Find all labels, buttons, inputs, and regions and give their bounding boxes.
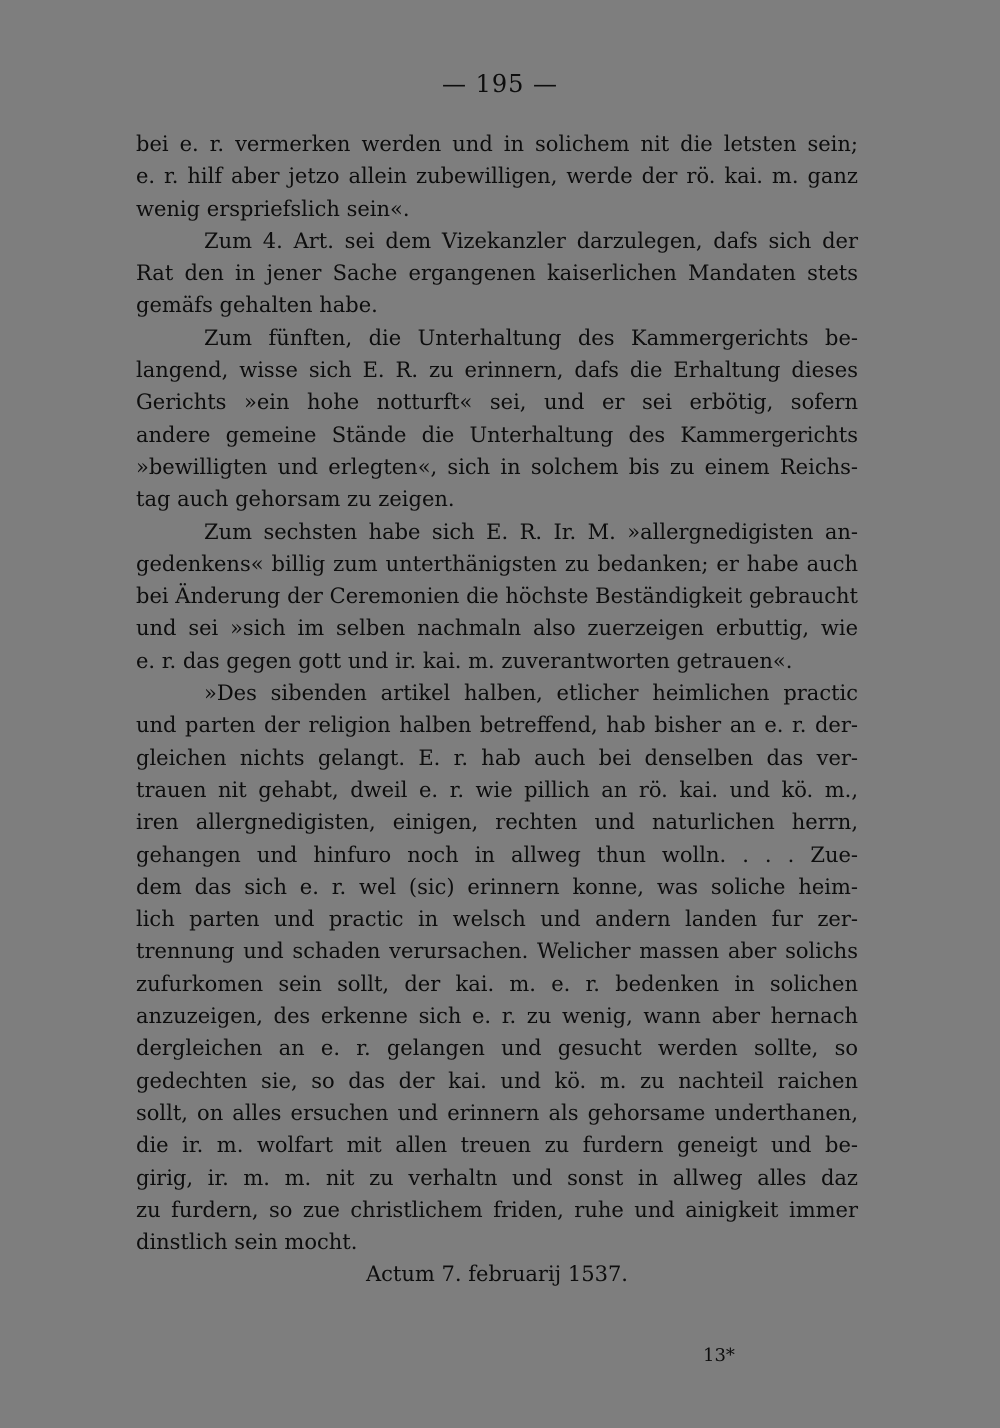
text-line: lich parten und practic in welsch und andern landen fur zer- xyxy=(136,907,858,932)
text-line: wenig erspriefslich sein«. xyxy=(136,196,410,221)
text-line: »bewilligten und erlegten«, sich in solchem bis zu einem Reichs- xyxy=(136,454,858,479)
text-line: Zum sechsten habe sich E. R. Ir. M. »allergnedigisten an- xyxy=(204,519,858,544)
text-line: anzuzeigen, des erkenne sich e. r. zu wenig, wann aber hernach xyxy=(136,1004,858,1029)
text-line: dergleichen an e. r. gelangen und gesucht werden sollte, so xyxy=(136,1036,858,1061)
text-line: die ir. m. wolfart mit allen treuen zu furdern geneigt und be- xyxy=(136,1133,858,1158)
closing-date-line: Actum 7. februarij 1537. xyxy=(366,1262,628,1287)
text-line: und sei »sich im selben nachmaln also zuerzeigen erbuttig, wie xyxy=(136,616,858,641)
text-line: gedechten sie, so das der kai. und kö. m. zu nachteil raichen xyxy=(136,1068,858,1093)
text-line: langend, wisse sich E. R. zu erinnern, dafs die Erhaltung dieses xyxy=(136,358,858,383)
signature-mark: 13* xyxy=(703,1345,735,1366)
text-line: bei Änderung der Ceremonien die höchste Beständigkeit gebraucht xyxy=(136,584,858,609)
page-number: — 195 — xyxy=(441,70,559,98)
text-line: tag auch gehorsam zu zeigen. xyxy=(136,487,455,512)
text-line: zu furdern, so zue christlichem friden, ruhe und ainigkeit immer xyxy=(136,1197,858,1222)
text-line: trauen nit gehabt, dweil e. r. wie pillich an rö. kai. und kö. m., xyxy=(136,777,858,802)
text-line: gemäfs gehalten habe. xyxy=(136,293,378,318)
text-line: e. r. das gegen gott und ir. kai. m. zuverantworten getrauen«. xyxy=(136,648,793,673)
text-line: zufurkomen sein sollt, der kai. m. e. r. bedenken in solichen xyxy=(136,971,858,996)
text-line: Zum fünften, die Unterhaltung des Kammergerichts be- xyxy=(204,325,858,350)
body-text xyxy=(136,128,858,1291)
text-line: und parten der religion halben betreffend, hab bisher an e. r. der- xyxy=(136,713,858,738)
text-line: »Des sibenden artikel halben, etlicher heimlichen practic xyxy=(204,681,858,706)
text-line: girig, ir. m. m. nit zu verhaltn und sonst in allweg alles daz xyxy=(136,1165,858,1190)
text-line: dinstlich sein mocht. xyxy=(136,1230,358,1255)
text-line: Rat den in jener Sache ergangenen kaiserlichen Mandaten stets xyxy=(136,261,858,286)
text-line: Zum 4. Art. sei dem Vizekanzler darzulegen, dafs sich der xyxy=(204,228,858,253)
text-line: sollt, on alles ersuchen und erinnern als gehorsame underthanen, xyxy=(136,1100,858,1125)
text-line: iren allergnedigisten, einigen, rechten und naturlichen herrn, xyxy=(136,810,858,835)
text-line: e. r. hilf aber jetzo allein zubewilligen, werde der rö. kai. m. ganz xyxy=(136,164,858,189)
text-line: trennung und schaden verursachen. Welicher massen aber solichs xyxy=(136,939,858,964)
text-line: bei e. r. vermerken werden und in solichem nit die letsten sein; xyxy=(136,132,858,156)
text-line: andere gemeine Stände die Unterhaltung des Kammergerichts xyxy=(136,422,858,447)
text-line: gleichen nichts gelangt. E. r. hab auch bei denselben das ver- xyxy=(136,745,858,770)
text-line: gedenkens« billig zum unterthänigsten zu bedanken; er habe auch xyxy=(136,551,858,576)
text-line: gehangen und hinfuro noch in allweg thun wolln. . . . Zue- xyxy=(136,842,858,867)
text-line: Gerichts »ein hohe notturft« sei, und er sei erbötig, sofern xyxy=(136,390,858,415)
text-line: dem das sich e. r. wel (sic) erinnern konne, was soliche heim- xyxy=(136,874,858,899)
